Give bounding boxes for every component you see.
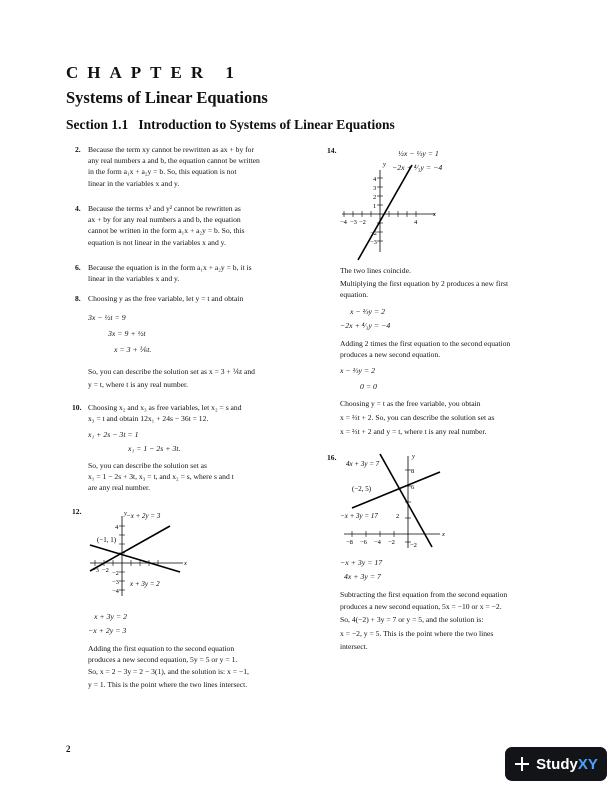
brand-name <box>536 756 598 773</box>
equation: x = 3 + ⅙t. <box>114 345 152 354</box>
text-line: x₁ = 1 − 2s + 3t, x₃ = t, and x₂ = s, where s and t <box>88 472 234 482</box>
coinciding-lines <box>358 165 412 260</box>
text-line: linear in the variables x and y. <box>88 178 180 188</box>
text-line: Multiplying the first equation by 2 produces a new first <box>340 279 509 288</box>
text-line: produces a new second equation, 5y = 5 or y = 1. <box>88 655 238 665</box>
text-line: Choosing y as the free variable, let y = t and obtain <box>88 294 244 303</box>
tick-label: 3 <box>373 185 377 192</box>
equation: −2x + ⁴⁄₃y = −4 <box>340 321 391 330</box>
tick-label: 2 <box>373 194 377 201</box>
text-line: any real numbers a and b, the equation cannot be written <box>88 156 260 166</box>
brand-name-1: Study <box>536 755 578 773</box>
line-label: −x + 3y = 17 <box>340 512 378 520</box>
y-axis-label: y <box>383 161 386 168</box>
tick-label: 8 <box>411 468 415 475</box>
y-axis-label: y <box>124 510 127 517</box>
text-line: Adding the first equation to the second equation <box>88 644 235 653</box>
equation: 0 = 0 <box>360 382 377 391</box>
tick-label: 4 <box>373 176 377 183</box>
tick-label: 1 <box>373 203 377 210</box>
intersection-label: (−1, 1) <box>97 536 117 544</box>
text-line: So, you can describe the solution set as x = 3 + ⅙t and <box>88 367 255 376</box>
text-line: So, 4(−2) + 3y = 7 or y = 5, and the solution is: <box>340 615 484 625</box>
text-line: in the form a₁x + a₂y = b. So, this equation is not <box>88 167 237 177</box>
equation: x₁ = 1 − 2s + 3t. <box>128 444 181 453</box>
text-line: x = ⅔t + 2 and y = t, where t is any real number. <box>340 427 487 436</box>
x-axis-label: x <box>184 560 187 567</box>
text-line: Choosing x₂ and x₃ as free variables, let x₂ = s and <box>88 403 242 412</box>
equation: −x + 2y = 3 <box>88 626 127 635</box>
text-line: Subtracting the first equation from the second equation <box>340 590 508 599</box>
tick-label: −2 <box>410 542 417 549</box>
graph-problem-14 <box>340 160 450 260</box>
text-line: x₃ = t and obtain 12x₁ + 24s − 36t = 12. <box>88 414 209 424</box>
chapter-title: Systems of Linear Equations <box>66 88 268 107</box>
text-line: So, x = 2 − 3y = 2 − 3(1), and the solution is: x = −1, <box>88 667 249 677</box>
text-line: Because the term xy cannot be rewritten as ax + by for <box>88 145 255 154</box>
tick-label: −6 <box>360 539 367 546</box>
text-line: are any real number. <box>88 483 150 493</box>
text-line: Because the equation is in the form a₁x + a₂y = b, it is <box>88 263 252 272</box>
page-number: 2 <box>66 744 71 754</box>
x-axis-label: x <box>442 531 445 538</box>
text-line: equation. <box>340 290 369 300</box>
graph-equation: −2x + ⁴⁄₃y = −4 <box>392 163 443 172</box>
text-line: produces a new second equation. <box>340 350 441 360</box>
text-line: Choosing y = t as the free variable, you obtain <box>340 399 481 408</box>
line-label: 4x + 3y = 7 <box>346 460 380 468</box>
equation: x + 3y = 2 <box>94 612 128 621</box>
tick-label: −2 <box>112 570 119 577</box>
tick-label: −2 <box>359 219 366 226</box>
graph-problem-12 <box>88 508 198 603</box>
tick-label: 6 <box>411 484 415 491</box>
line-label: x + 3y = 2 <box>130 580 160 588</box>
equation: −x + 3y = 17 <box>340 558 383 567</box>
tick-label: −3 <box>370 239 377 246</box>
text-line: Adding 2 times the first equation to the second equation <box>340 339 511 348</box>
text-line: The two lines coincide. <box>340 266 411 275</box>
graph-equation: ½x − ⅓y = 1 <box>398 149 439 158</box>
text-line: ax + by for any real numbers a and b, the equation <box>88 215 241 225</box>
text-line: x = ⅔t + 2. So, you can describe the solution set as <box>340 413 495 422</box>
line-label: −x + 2y = 3 <box>126 512 161 520</box>
equation: 3x = 9 + ½t <box>108 329 146 338</box>
problem-number: 16. <box>327 453 337 462</box>
text-line: cannot be written in the form a₁x + a₂y = b. So, this <box>88 226 245 236</box>
problem-number: 2. <box>75 145 81 154</box>
problem-number: 6. <box>75 263 81 272</box>
chapter-heading: CHAPTER 1 <box>66 63 243 82</box>
section-heading: Section 1.1 Introduction to Systems of Linear Equations <box>66 117 395 132</box>
tick-label: −4 <box>374 539 381 546</box>
tick-label: −4 <box>340 219 347 226</box>
y-axis-label: y <box>412 453 415 460</box>
text-line: intersect. <box>340 642 368 652</box>
text-line: So, you can describe the solution set as <box>88 461 207 470</box>
tick-label: 4 <box>414 219 418 226</box>
problem-number: 4. <box>75 204 81 213</box>
text-line: y = t, where t is any real number. <box>88 380 189 389</box>
problem-number: 14. <box>327 146 337 155</box>
problem-number: 12. <box>72 507 82 516</box>
intersection-label: (−2, 5) <box>352 485 372 493</box>
equation: 4x + 3y = 7 <box>344 572 381 581</box>
tick-label: −4 <box>112 588 119 595</box>
text-line: produces a new second equation, 5x = −10 or x = −2. <box>340 602 502 612</box>
tick-label: −3 <box>112 579 119 586</box>
plus-logo-icon <box>514 756 530 772</box>
equation: x₁ + 2s − 3t = 1 <box>88 430 139 439</box>
text-line: linear in the variables x and y. <box>88 274 180 284</box>
tick-label: −2 <box>102 567 109 574</box>
brand-name-2: XY <box>577 755 598 773</box>
tick-label: −2 <box>370 230 377 237</box>
text-line: equation is not linear in the variables x and y. <box>88 237 226 247</box>
tick-label: −2 <box>388 539 395 546</box>
tick-label: −3 <box>92 567 99 574</box>
tick-label: 2 <box>396 513 400 520</box>
x-axis-label: x <box>433 211 436 218</box>
studyxy-badge[interactable] <box>505 747 607 781</box>
tick-label: 4 <box>115 524 119 531</box>
equation: x − ⅔y = 2 <box>340 366 375 375</box>
equation: x − ⅔y = 2 <box>350 307 385 316</box>
graph-problem-16 <box>340 452 450 552</box>
text-line: Because the terms x² and y² cannot be rewritten as <box>88 204 241 213</box>
tick-label: −3 <box>350 219 357 226</box>
problem-number: 10. <box>72 403 82 412</box>
equation: 3x − ½t = 9 <box>88 313 126 322</box>
line-4x-plus-3y-eq-7 <box>380 454 432 547</box>
text-line: x = −2, y = 5. This is the point where the two lines <box>340 629 494 639</box>
problem-number: 8. <box>75 294 81 303</box>
text-line: y = 1. This is the point where the two lines intersect. <box>88 680 248 690</box>
tick-label: −8 <box>346 539 353 546</box>
